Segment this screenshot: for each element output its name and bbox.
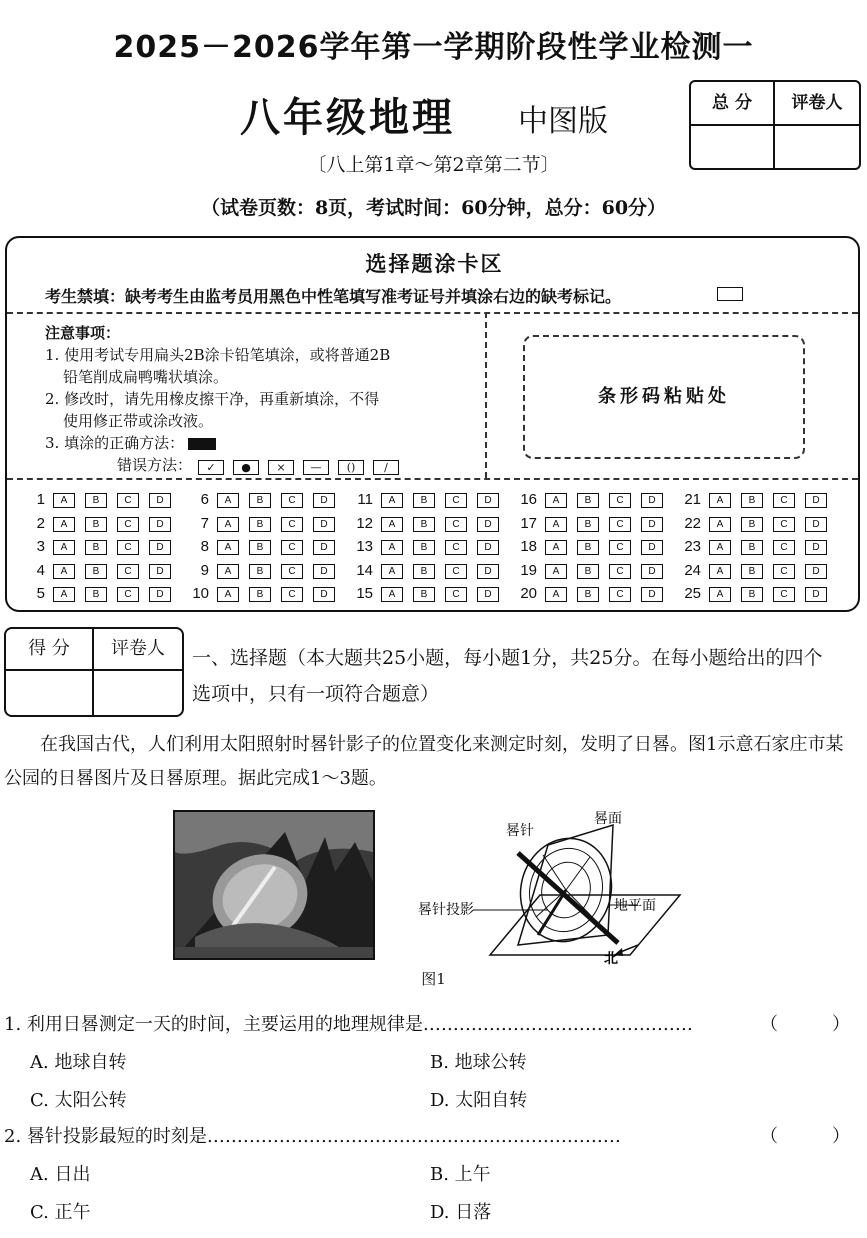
- instructions: [45, 322, 475, 477]
- instructions-title: 注意事项：: [45, 324, 121, 342]
- bubble-a[interactable]: A: [217, 493, 239, 508]
- exam-scope: 〔八上第1章～第2章第二节〕: [307, 154, 560, 176]
- question-number: 15: [356, 585, 373, 602]
- bubble-c[interactable]: C: [281, 517, 303, 532]
- option-b: B. 上午: [430, 1164, 491, 1185]
- bubble-d[interactable]: D: [477, 564, 499, 579]
- bubble-c[interactable]: C: [609, 493, 631, 508]
- bubble-b[interactable]: B: [577, 517, 599, 532]
- sundial-photo: [173, 810, 375, 960]
- bubble-b[interactable]: B: [413, 540, 435, 555]
- bubble-c[interactable]: C: [117, 564, 139, 579]
- question-number: 14: [356, 561, 373, 579]
- bubble-c[interactable]: C: [445, 517, 467, 532]
- bubble-c[interactable]: C: [281, 540, 303, 555]
- question-number: 16: [520, 491, 537, 508]
- bubble-a[interactable]: A: [53, 540, 75, 555]
- question-number: 21: [684, 491, 701, 508]
- bubble-b[interactable]: B: [577, 587, 599, 602]
- question-number: 20: [520, 585, 537, 602]
- barcode-area: 条形码粘贴处: [523, 335, 805, 459]
- bubble-b[interactable]: B: [85, 493, 107, 508]
- bubble-d[interactable]: D: [641, 517, 663, 532]
- question-dots: ……………………………………………………………: [206, 1126, 621, 1147]
- bubble-b[interactable]: B: [85, 540, 107, 555]
- answer-card-title: 选择题涂卡区: [365, 251, 504, 276]
- wrong-mark-paren: (): [338, 460, 364, 475]
- absent-mark-box[interactable]: [717, 287, 743, 301]
- bubble-c[interactable]: C: [773, 540, 795, 555]
- bubble-a[interactable]: A: [53, 564, 75, 579]
- section-heading-line: 选项中，只有一项符合题意）: [192, 683, 440, 705]
- question-2: [4, 1122, 621, 1148]
- sundial-photo-image: [175, 812, 373, 958]
- answer-question-15: [351, 584, 513, 604]
- option-c: C. 太阳公转: [30, 1090, 127, 1111]
- answer-question-25: [679, 584, 841, 604]
- answer-question-6: [187, 490, 349, 510]
- question-number: 11: [357, 491, 373, 508]
- answer-question-16: [515, 490, 677, 510]
- answer-question-19: [515, 561, 677, 581]
- bubble-c[interactable]: C: [773, 493, 795, 508]
- option-d: D. 日落: [430, 1202, 492, 1223]
- answer-question-20: [515, 584, 677, 604]
- north-label: 北: [604, 951, 618, 965]
- bubble-d[interactable]: D: [149, 493, 171, 508]
- question-number: 1: [36, 491, 45, 508]
- bubble-c[interactable]: C: [445, 493, 467, 508]
- bubble-c[interactable]: C: [773, 587, 795, 602]
- bubble-a[interactable]: A: [53, 493, 75, 508]
- bubble-d[interactable]: D: [149, 517, 171, 532]
- question-number: 7: [200, 514, 209, 532]
- answer-question-9: [187, 561, 349, 581]
- bubble-b[interactable]: B: [741, 493, 763, 508]
- bubble-b[interactable]: B: [741, 587, 763, 602]
- bubble-a[interactable]: A: [545, 564, 567, 579]
- bubble-a[interactable]: A: [53, 587, 75, 602]
- answer-question-1: [23, 490, 185, 510]
- bubble-b[interactable]: B: [249, 493, 271, 508]
- answer-question-23: [679, 537, 841, 557]
- option-a: A. 地球自转: [30, 1052, 127, 1073]
- figure-caption: 图1: [421, 970, 446, 988]
- passage-intro: 在我国古代，人们利用太阳照射时晷针影子的位置变化来测定时刻，发明了日晷。图1示意石家庄市某公园的日晷图片及日晷原理。据此完成1～3题。: [4, 734, 844, 789]
- exam-info: （试卷页数：8页，考试时间：60分钟，总分：60分）: [200, 197, 667, 219]
- answer-question-7: [187, 514, 349, 534]
- question-number: 13: [356, 538, 373, 555]
- shadow-label: 晷针投影: [418, 902, 474, 918]
- bubble-b[interactable]: B: [413, 493, 435, 508]
- question-number: 8: [200, 538, 209, 555]
- instruction-line: 1. 使用考试专用扁头2B涂卡铅笔填涂，或将普通2B: [45, 346, 391, 364]
- bubble-d[interactable]: D: [641, 540, 663, 555]
- bubble-a[interactable]: A: [545, 540, 567, 555]
- dial-label: 晷面: [594, 811, 622, 827]
- bubble-b[interactable]: B: [249, 517, 271, 532]
- bubble-d[interactable]: D: [805, 517, 827, 532]
- bubble-b[interactable]: B: [85, 517, 107, 532]
- bubble-c[interactable]: C: [117, 587, 139, 602]
- grader-label: 评卷人: [775, 82, 859, 126]
- section-heading: [192, 640, 860, 712]
- bubble-a[interactable]: A: [217, 564, 239, 579]
- bubble-d[interactable]: D: [149, 587, 171, 602]
- sundial-diagram: [418, 805, 698, 965]
- bubble-d[interactable]: D: [313, 564, 335, 579]
- total-score-box: [689, 80, 861, 170]
- total-score-label: 总 分: [691, 82, 775, 126]
- gnomon-label: 晷针: [506, 823, 534, 839]
- bubble-c[interactable]: C: [773, 564, 795, 579]
- divider: [7, 312, 858, 314]
- bubble-c[interactable]: C: [281, 564, 303, 579]
- bubble-a[interactable]: A: [545, 493, 567, 508]
- question-number: 10: [192, 585, 209, 602]
- exam-title: 2025－2026学年第一学期阶段性学业检测一: [113, 30, 754, 65]
- bubble-c[interactable]: C: [117, 493, 139, 508]
- bubble-d[interactable]: D: [805, 493, 827, 508]
- answer-question-21: [679, 490, 841, 510]
- answer-question-17: [515, 514, 677, 534]
- bubble-d[interactable]: D: [313, 587, 335, 602]
- bubble-d[interactable]: D: [477, 540, 499, 555]
- absent-note: 考生禁填：缺考考生由监考员用黑色中性笔填写准考证号并填涂右边的缺考标记。: [45, 287, 622, 306]
- option-b: B. 地球公转: [430, 1052, 527, 1073]
- answer-question-3: [23, 537, 185, 557]
- instruction-line: 使用修正带或涂改液。: [63, 412, 214, 430]
- bubble-d[interactable]: D: [805, 540, 827, 555]
- section-score-box: [4, 627, 184, 717]
- answer-question-2: [23, 514, 185, 534]
- horizon-label: 地平面: [614, 898, 656, 914]
- edition-label: 中图版: [518, 104, 608, 139]
- bubble-d[interactable]: D: [313, 493, 335, 508]
- answer-question-11: [351, 490, 513, 510]
- option-c: C. 正午: [30, 1202, 91, 1223]
- answer-question-22: [679, 514, 841, 534]
- answer-question-5: [23, 584, 185, 604]
- bubble-a[interactable]: A: [381, 564, 403, 579]
- bubble-d[interactable]: D: [641, 587, 663, 602]
- answer-paren[interactable]: （ ）: [760, 1014, 850, 1035]
- bubble-d[interactable]: D: [805, 564, 827, 579]
- question-dots: ………………………………………: [422, 1014, 693, 1035]
- bubble-c[interactable]: C: [117, 517, 139, 532]
- bubble-b[interactable]: B: [741, 540, 763, 555]
- wrong-methods: [45, 454, 475, 477]
- answer-question-13: [351, 537, 513, 557]
- section-score-cell[interactable]: [6, 671, 94, 715]
- question-number: 6: [200, 491, 209, 508]
- bubble-b[interactable]: B: [413, 517, 435, 532]
- bubble-c[interactable]: C: [609, 540, 631, 555]
- answer-question-18: [515, 537, 677, 557]
- instruction-line: [45, 432, 475, 454]
- section-grader-label: 评卷人: [94, 629, 182, 671]
- gnomon: [518, 853, 618, 943]
- bubble-a[interactable]: A: [709, 540, 731, 555]
- bubble-a[interactable]: A: [53, 517, 75, 532]
- wrong-mark-slash: /: [373, 460, 399, 475]
- bubble-a[interactable]: A: [217, 517, 239, 532]
- bubble-d[interactable]: D: [641, 564, 663, 579]
- question-number: 22: [684, 514, 701, 532]
- bubble-d[interactable]: D: [641, 493, 663, 508]
- answer-question-14: [351, 561, 513, 581]
- wrong-method-label: 错误方法：: [117, 456, 193, 474]
- bubble-b[interactable]: B: [249, 564, 271, 579]
- wrong-mark-dot: ●: [233, 460, 259, 475]
- section-score-label: 得 分: [6, 629, 94, 671]
- wrong-mark-samples: [198, 455, 408, 477]
- bubble-b[interactable]: B: [413, 587, 435, 602]
- bubble-a[interactable]: A: [545, 587, 567, 602]
- question-number: 2: [36, 514, 45, 532]
- bubble-d[interactable]: D: [477, 493, 499, 508]
- bubble-a[interactable]: A: [709, 517, 731, 532]
- bubble-d[interactable]: D: [477, 587, 499, 602]
- bubble-c[interactable]: C: [117, 540, 139, 555]
- bubble-c[interactable]: C: [281, 493, 303, 508]
- answer-question-4: [23, 561, 185, 581]
- question-stem: 2. 晷针投影最短的时刻是: [4, 1126, 207, 1147]
- bubble-b[interactable]: B: [741, 517, 763, 532]
- divider: [7, 478, 858, 480]
- answer-card: [5, 236, 860, 612]
- question-stem: 1. 利用日晷测定一天的时间，主要运用的地理规律是: [4, 1014, 423, 1035]
- question-number: 23: [684, 538, 701, 555]
- question-number: 3: [36, 538, 45, 555]
- bubble-d[interactable]: D: [149, 540, 171, 555]
- question-number: 18: [520, 538, 537, 555]
- question-number: 12: [356, 514, 373, 532]
- bubble-a[interactable]: A: [709, 587, 731, 602]
- question-number: 17: [520, 514, 537, 532]
- option-d: D. 太阳自转: [430, 1090, 528, 1111]
- bubble-b[interactable]: B: [85, 587, 107, 602]
- total-score-cell[interactable]: [691, 126, 775, 168]
- correct-method-label: 3. 填涂的正确方法：: [45, 434, 185, 452]
- question-number: 24: [684, 561, 701, 579]
- bubble-b[interactable]: B: [577, 493, 599, 508]
- answer-question-10: [187, 584, 349, 604]
- bubble-b[interactable]: B: [577, 540, 599, 555]
- bubble-a[interactable]: A: [217, 587, 239, 602]
- subject-title: 八年级地理: [240, 95, 455, 141]
- bubble-b[interactable]: B: [413, 564, 435, 579]
- bubble-c[interactable]: C: [281, 587, 303, 602]
- bubble-a[interactable]: A: [381, 517, 403, 532]
- answer-question-8: [187, 537, 349, 557]
- bubble-c[interactable]: C: [609, 517, 631, 532]
- bubble-a[interactable]: A: [381, 587, 403, 602]
- wrong-mark-line: —: [303, 460, 329, 475]
- instruction-line: 铅笔削成扁鸭嘴状填涂。: [63, 368, 229, 386]
- answer-question-24: [679, 561, 841, 581]
- bubble-d[interactable]: D: [313, 540, 335, 555]
- wrong-mark-check: ✓: [198, 460, 224, 475]
- bubble-a[interactable]: A: [709, 564, 731, 579]
- bubble-b[interactable]: B: [249, 587, 271, 602]
- instruction-line: 2. 修改时，请先用橡皮擦干净，再重新填涂，不得: [45, 390, 380, 408]
- bubble-c[interactable]: C: [609, 564, 631, 579]
- bubble-b[interactable]: B: [577, 564, 599, 579]
- bubble-b[interactable]: B: [741, 564, 763, 579]
- question-number: 5: [36, 585, 45, 602]
- answer-paren[interactable]: （ ）: [760, 1126, 850, 1147]
- divider: [485, 312, 487, 478]
- wrong-mark-cross: ×: [268, 460, 294, 475]
- bubble-a[interactable]: A: [545, 517, 567, 532]
- question-number: 4: [36, 561, 45, 579]
- bubble-a[interactable]: A: [709, 493, 731, 508]
- correct-mark-sample: [188, 438, 216, 450]
- bubble-c[interactable]: C: [445, 540, 467, 555]
- question-number: 19: [520, 561, 537, 579]
- answer-question-12: [351, 514, 513, 534]
- question-number: 9: [200, 561, 209, 579]
- grader-cell[interactable]: [775, 126, 859, 168]
- bubble-d[interactable]: D: [149, 564, 171, 579]
- bubble-c[interactable]: C: [445, 587, 467, 602]
- question-1: [4, 1010, 693, 1036]
- section-grader-cell[interactable]: [94, 671, 182, 715]
- bubble-d[interactable]: D: [805, 587, 827, 602]
- bubble-c[interactable]: C: [609, 587, 631, 602]
- bubble-a[interactable]: A: [381, 493, 403, 508]
- bubble-c[interactable]: C: [445, 564, 467, 579]
- bubble-a[interactable]: A: [381, 540, 403, 555]
- sundial-diagram-svg: [418, 805, 698, 965]
- option-a: A. 日出: [30, 1164, 91, 1185]
- bubble-a[interactable]: A: [217, 540, 239, 555]
- bubble-c[interactable]: C: [773, 517, 795, 532]
- bubble-d[interactable]: D: [477, 517, 499, 532]
- bubble-d[interactable]: D: [313, 517, 335, 532]
- section-heading-line: 一、选择题（本大题共25小题，每小题1分，共25分。在每小题给出的四个: [192, 647, 823, 669]
- bubble-b[interactable]: B: [249, 540, 271, 555]
- question-number: 25: [684, 585, 701, 602]
- bubble-b[interactable]: B: [85, 564, 107, 579]
